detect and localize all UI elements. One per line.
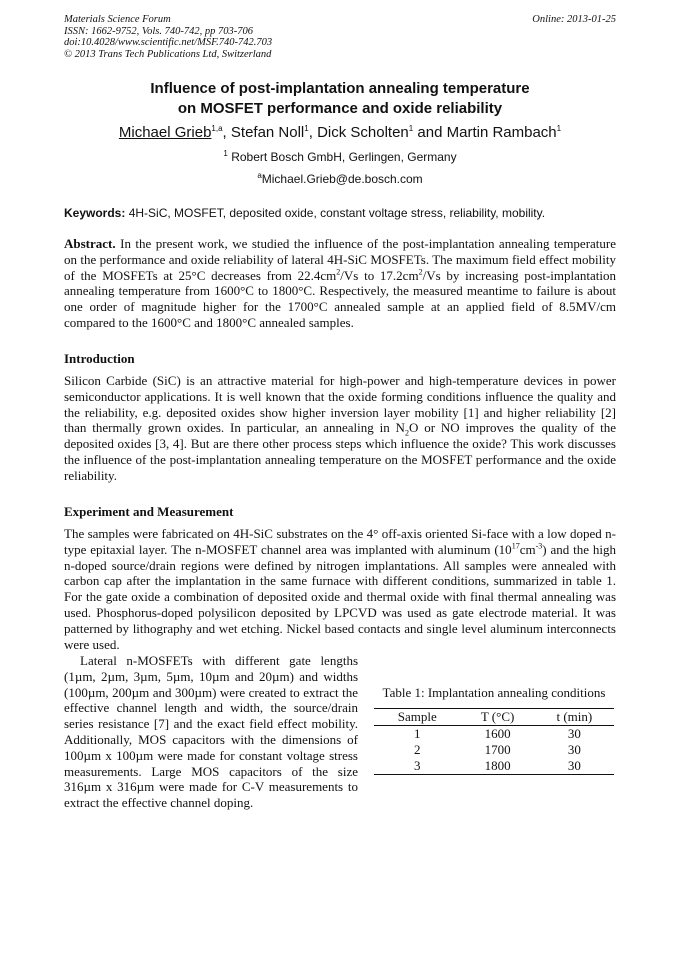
author-name: Stefan Noll xyxy=(230,124,305,141)
abstract-text: In the present work, we studied the influence of the post-implantation annealing temperature on the performance and oxide reliability of lateral 4H-SiC MOSFETs. The maximum field effect mobility of the MOSFETs at 25°C decreases from 22.4cm xyxy=(64,236,617,283)
online-date: Online: 2013-01-25 xyxy=(532,14,616,25)
abstract-text: /Vs to 17.2cm xyxy=(340,267,419,283)
journal-name: Materials Science Forum xyxy=(64,14,171,25)
author-name: Dick Scholten xyxy=(317,124,409,141)
experiment-text: ) and the high n-doped source/drain regions were defined by nitrogen implantations. All samples were annealed with carbon cap after the implantation in the same furnace with different conditions, summarized in table 1. For the gate oxide a combination of deposited oxide and thermal oxide with final thermal annealing was used. Phosphorus-doped polysilicon deposited by LPCVD was used as gate electrode material. It was patterned by lithography and wet etching. Nickel based contacts and single level aluminum interconnects were used. xyxy=(64,541,617,652)
table-cell: 1 xyxy=(413,726,421,741)
author-name: Michael Grieb xyxy=(118,124,212,141)
affiliation xyxy=(64,149,616,165)
table-cell: 1800 xyxy=(484,758,511,773)
author-sup: 1 xyxy=(304,124,309,133)
abstract-sup: 2 xyxy=(336,267,341,277)
table-header-cell: Sample xyxy=(397,709,437,724)
keywords-label: Keywords: xyxy=(64,206,126,220)
introduction-text: O or NO improves the quality of the deposited oxides [3, 4]. But are there other process steps which influence the oxide? This work discusses the influence of the post-implantation annealing temperature on the MOSFET performance and the oxide reliability. xyxy=(64,420,616,483)
email-sup: a xyxy=(257,171,262,180)
author-sup: 1 xyxy=(556,124,562,133)
keywords-text: 4H-SiC, MOSFET, deposited oxide, constant voltage stress, reliability, mobility. xyxy=(128,206,546,220)
affiliation-text: Robert Bosch GmbH, Gerlingen, Germany xyxy=(231,150,457,164)
abstract xyxy=(64,236,616,331)
annealing-table xyxy=(374,708,614,775)
title-line-1: Influence of post-implantation annealing temperature xyxy=(150,80,530,97)
experiment-sup: -3 xyxy=(535,541,543,551)
abstract-text: /Vs by increasing post-implantation annealing temperature from 1600°C to 1800°C. Respectively, the measured meantime to failure is about one order of magnitude higher for the 1700°C annealed sample at an applied field of 8.5MV/cm compared to the 1600°C and 1800°C annealed samples. xyxy=(64,267,616,330)
author-name: Martin Rambach xyxy=(446,124,557,141)
title-line-2: on MOSFET performance and oxide reliability xyxy=(177,100,503,117)
table-cell: 30 xyxy=(567,758,581,773)
author-list: Michael Grieb$^{1,a}$, Stefan Noll$^1$, Dick Scholten$^1$ and Martin Rambach$^1$ xyxy=(118,124,562,141)
copyright-line: © 2013 Trans Tech Publications Ltd, Switzerland xyxy=(64,48,272,60)
keywords xyxy=(64,205,616,221)
table-header-cell: T (°C) xyxy=(480,709,515,724)
experiment-paragraph-2: Lateral n-MOSFETs with different gate lengths (1µm, 2µm, 3µm, 5µm, 10µm and 20µm) and widths (100µm, 200µm and 300µm) were created to extract the effective channel length and width, the source/drain series resistance [7] and the exact field effect mobility. Additionally, MOS capacitors with the dimensions of 100µm x 100µm were made for constant voltage stress measurements. Large MOS capacitors of the size 316µm x 316µm were made for C-V measurements to extract the effective channel doping. xyxy=(64,653,358,811)
experiment-sup: 17 xyxy=(511,541,520,551)
experiment-text: cm xyxy=(519,541,536,557)
table-cell: 1700 xyxy=(484,742,511,757)
abstract-sup: 2 xyxy=(418,267,423,277)
table-header-cell: t (min) xyxy=(556,709,593,724)
introduction-text: Silicon Carbide (SiC) is an attractive material for high-power and high-temperature devices in power semiconductor applications. It is well known that the oxide forming conditions influence the quality and the reliability, e.g. deposited oxides show higher inversion layer mobility [1] and higher reliability [2] than thermally grown oxides. In particular, an annealing in N xyxy=(64,373,616,436)
experiment-text: The samples were fabricated on 4H-SiC substrates on the 4° off-axis oriented Si-face with a low doped n-type epitaxial layer. The n-MOSFET channel area was implanted with aluminum (10 xyxy=(64,526,616,557)
author-email xyxy=(64,171,616,187)
author-sup: 1 xyxy=(408,124,414,133)
table-cell: 30 xyxy=(567,726,581,741)
table-header-row xyxy=(374,709,614,726)
doi-line: doi:10.4028/www.scientific.net/MSF.740-742.703 xyxy=(64,37,273,49)
experiment-heading: Experiment and Measurement xyxy=(64,504,234,519)
table-caption: Table 1: Implantation annealing conditions xyxy=(382,685,606,700)
issn-line: ISSN: 1662-9752, Vols. 740-742, pp 703-706 xyxy=(64,25,253,37)
author-sup: 1,a xyxy=(211,124,223,133)
introduction-heading: Introduction xyxy=(64,351,135,366)
table-cell: 30 xyxy=(567,742,581,757)
paper-title xyxy=(64,79,616,119)
email-text: Michael.Grieb@de.bosch.com xyxy=(261,172,423,186)
table-row xyxy=(374,758,614,775)
journal-header xyxy=(64,14,616,60)
affiliation-sup: 1 xyxy=(223,149,228,158)
table-row xyxy=(374,742,614,758)
introduction-body xyxy=(64,373,616,484)
experiment-paragraph-1 xyxy=(64,526,616,652)
table-row xyxy=(374,726,614,743)
table-cell: 2 xyxy=(413,742,421,757)
introduction-sub: 2 xyxy=(404,428,409,438)
table-cell: 3 xyxy=(413,758,421,773)
table-cell: 1600 xyxy=(484,726,511,741)
abstract-label: Abstract. xyxy=(64,236,116,251)
